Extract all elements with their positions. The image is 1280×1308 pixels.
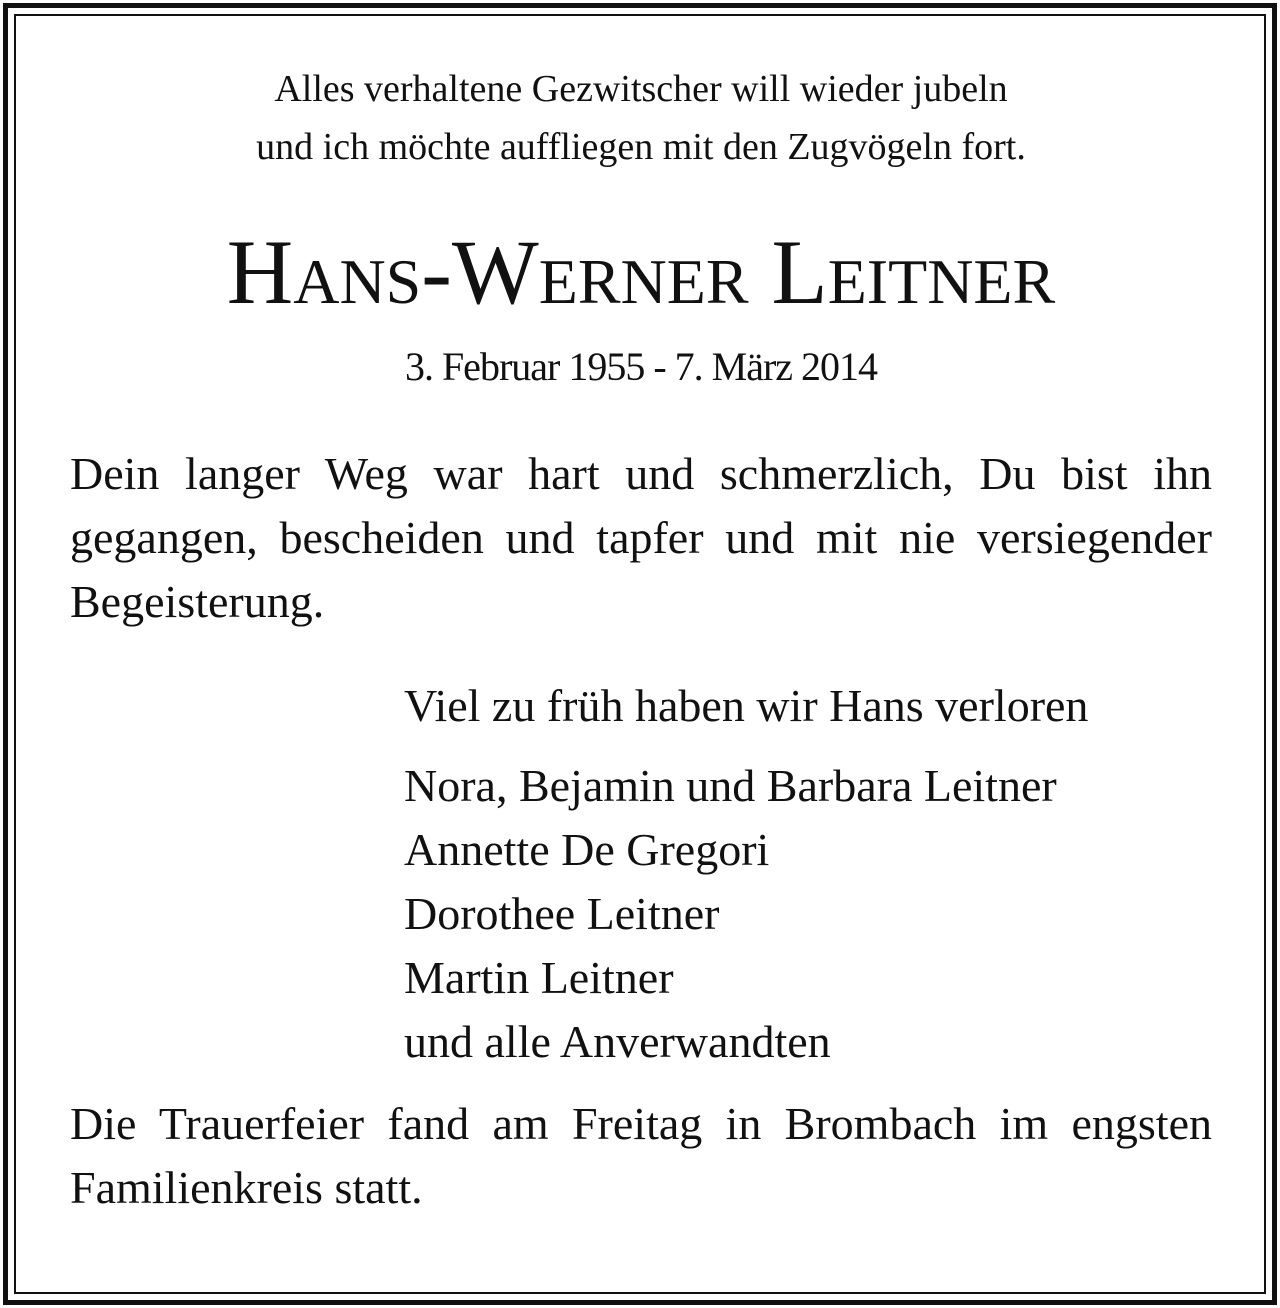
mourners-intro: Viel zu früh haben wir Hans verloren <box>404 680 1089 731</box>
mourner-name: und alle Anverwandten <box>404 1016 831 1067</box>
mourner-name: Nora, Bejamin und Barbara Leitner <box>404 760 1057 811</box>
mourner-name: Martin Leitner <box>404 952 674 1003</box>
deceased-name: Hans-Werner Leitner <box>226 221 1056 323</box>
mourners-block <box>404 674 1212 1074</box>
mourner-name: Dorothee Leitner <box>404 888 720 939</box>
epigraph-line: Alles verhaltene Gezwitscher will wieder jubeln <box>274 68 1008 110</box>
mourner-name: Annette De Gregori <box>404 824 770 875</box>
epigraph <box>70 60 1212 176</box>
tribute-text: Dein langer Weg war hart und schmerzlich, Du bist ihn gegangen, bescheiden und tapfer und mit nie versiegender Begeisterung. <box>70 448 1212 627</box>
epigraph-line: und ich möchte auffliegen mit den Zugvögeln fort. <box>256 126 1026 168</box>
funeral-notice: Die Trauerfeier fand am Freitag in Brombach im engsten Familienkreis statt. <box>70 1098 1212 1213</box>
life-dates: 3. Februar 1955 - 7. März 2014 <box>404 344 878 389</box>
obituary-notice <box>70 60 1212 1220</box>
